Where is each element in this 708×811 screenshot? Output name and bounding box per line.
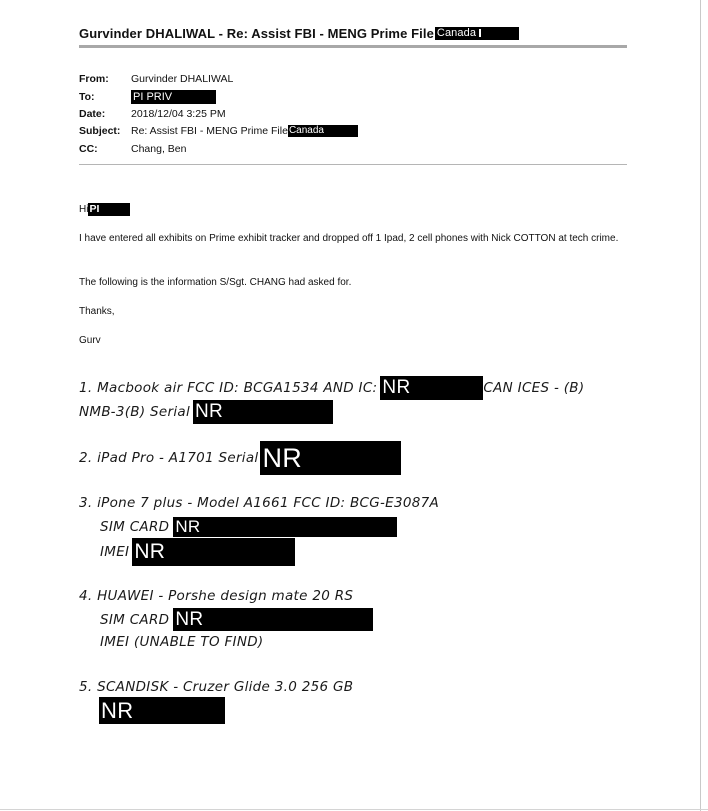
subject-label: Subject: [79, 125, 121, 137]
item-3-imei-label: IMEI [100, 544, 130, 560]
date-label: Date: [79, 108, 106, 120]
greeting [79, 202, 639, 217]
header-subject [79, 123, 358, 139]
item-1-line-2 [79, 400, 333, 424]
body-paragraph-1: I have entered all exhibits on Prime exhibit tracker and dropped off 1 Ipad, 2 cell phones with Nick COTTON at tech crime. [79, 233, 619, 244]
item-3-sim-redaction: NR [173, 517, 397, 537]
email-title [79, 25, 519, 41]
item-3-imei [100, 538, 295, 566]
cc-label: CC: [79, 143, 98, 155]
item-1-redaction-serial: NR [193, 400, 333, 424]
greeting-redaction: PI [88, 203, 130, 216]
item-5-redaction-row [99, 697, 225, 724]
item-4-imei: IMEI (UNABLE TO FIND) [100, 634, 264, 650]
item-2 [79, 441, 401, 475]
from-value: Gurvinder DHALIWAL [131, 73, 234, 85]
to-label: To: [79, 91, 95, 103]
item-3: 3. iPone 7 plus - Model A1661 FCC ID: BCG-E3087A [79, 495, 440, 511]
page-border-bottom [0, 809, 708, 810]
cc-value: Chang, Ben [131, 143, 187, 155]
item-1-line-2-text: NMB-3(B) Serial [79, 404, 191, 420]
item-5: 5. SCANDISK - Cruzer Glide 3.0 256 GB [79, 679, 354, 695]
to-value [131, 90, 216, 104]
header-divider [79, 164, 627, 165]
item-4-sim [100, 608, 373, 631]
title-redaction [435, 27, 519, 40]
signoff-line: Gurv [79, 335, 101, 346]
subject-text: Re: Assist FBI - MENG Prime File [131, 125, 288, 137]
header-cc [79, 141, 186, 157]
thanks-line: Thanks, [79, 306, 115, 317]
item-1-line-1 [79, 376, 584, 400]
redaction-tick [479, 29, 481, 37]
page-border-right [700, 0, 701, 811]
item-3-imei-redaction: NR [132, 538, 295, 566]
header-to [79, 89, 216, 105]
email-title-text: Gurvinder DHALIWAL - Re: Assist FBI - MENG Prime File [79, 25, 434, 41]
item-2-redaction: NR [260, 441, 401, 475]
title-divider [79, 45, 627, 48]
header-date [79, 106, 226, 122]
item-4-sim-label: SIM CARD [100, 611, 170, 628]
body-paragraph-2: The following is the information S/Sgt. CHANG had asked for. [79, 277, 352, 288]
item-5-redaction: NR [99, 697, 225, 724]
from-label: From: [79, 73, 109, 85]
title-redaction-label: Canada [436, 26, 477, 39]
to-redaction: PI PRIV [131, 90, 216, 104]
date-value: 2018/12/04 3:25 PM [131, 108, 226, 120]
item-1-redaction-ic: NR [380, 376, 483, 400]
item-4-sim-redaction: NR [173, 608, 373, 631]
greeting-text: Hi [79, 204, 89, 215]
item-3-sim [100, 516, 397, 538]
item-4: 4. HUAWEI - Porshe design mate 20 RS [79, 588, 354, 604]
item-3-sim-label: SIM CARD [100, 519, 170, 535]
item-1-tail: CAN ICES - (B) [483, 380, 585, 396]
item-2-text: 2. iPad Pro - A1701 Serial [79, 450, 259, 466]
header-from [79, 71, 233, 87]
item-1-text: 1. Macbook air FCC ID: BCGA1534 AND IC: [79, 380, 378, 396]
subject-value [131, 125, 358, 137]
subject-redaction: Canada [288, 125, 358, 137]
